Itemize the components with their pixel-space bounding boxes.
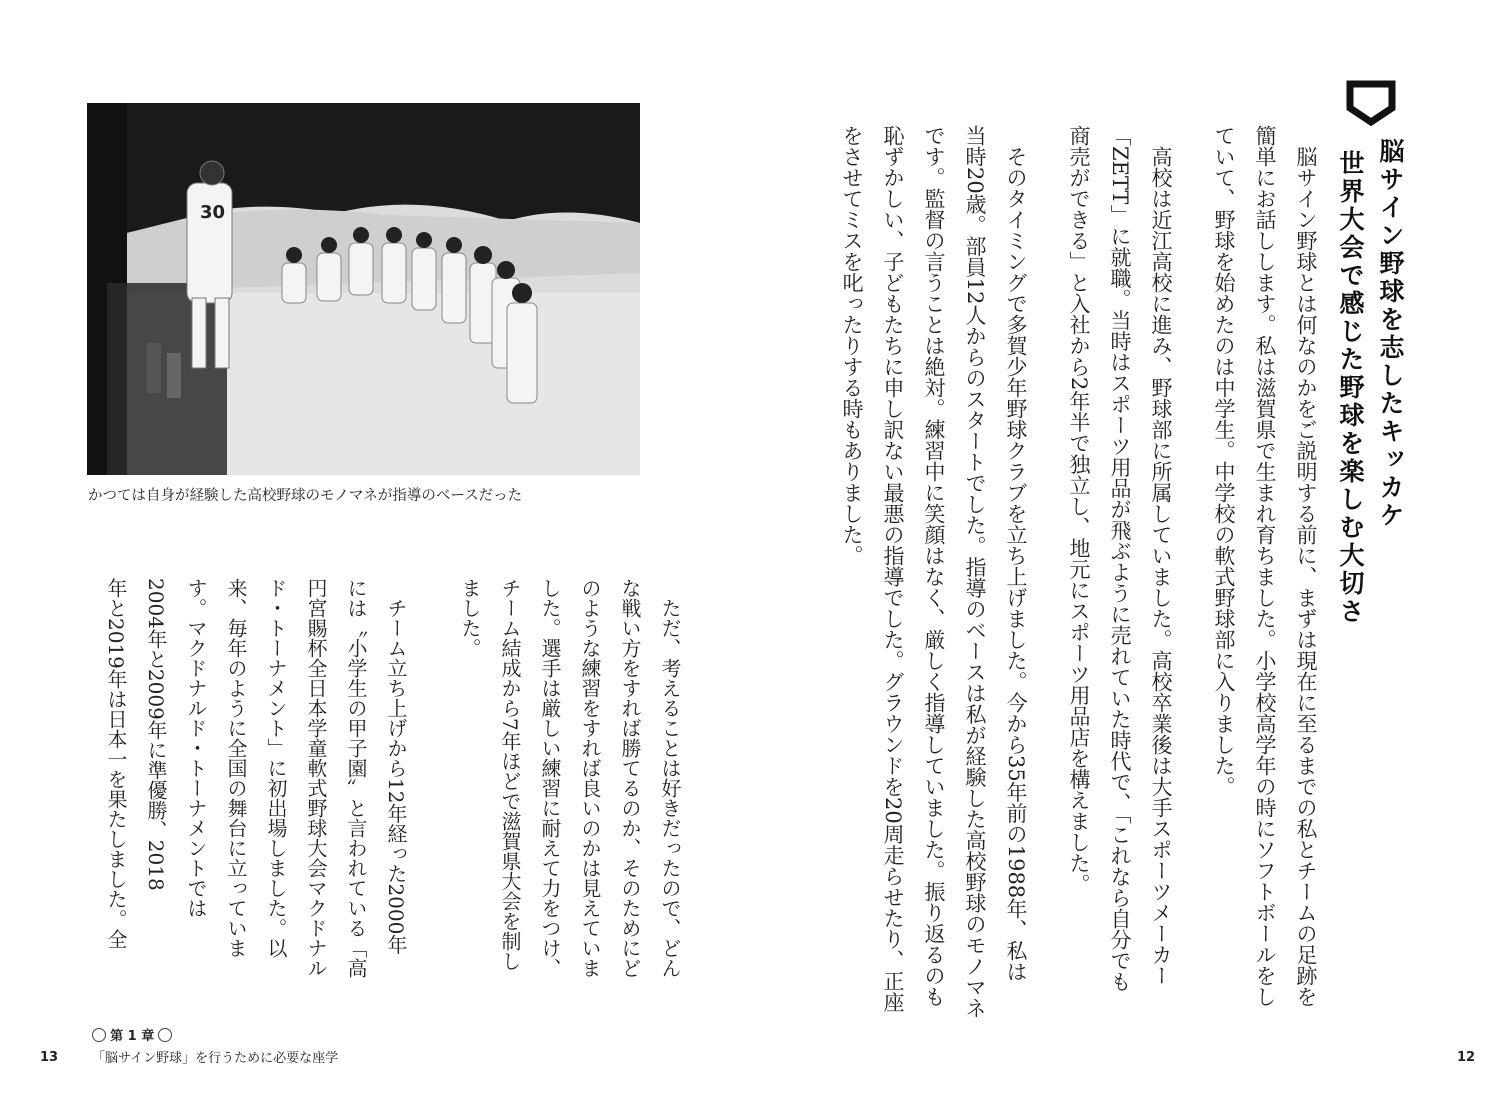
chapter-label: 第 1 章 [110,1029,155,1044]
text-line: な戦い方をすれば勝てるのか、そのためにど [618,578,642,978]
page-number-right: 12 [1457,1050,1476,1065]
text-line: です。監督の言うことは絶対。練習中に笑顔はなく、厳しく指導していました。振り返るのも [922,125,946,1007]
paragraph [831,125,1036,1018]
text-line: には〝小学生の甲子園〟と言われている「高 [344,578,368,978]
text-line: 当時20歳。部員12人からのスタートでした。指導のベースは私が経験した高校野球のモノマネ [963,125,987,1019]
baseball-team-kneeling-photo [87,103,640,475]
home-plate-icon [1345,80,1397,126]
baseball-icon [158,1028,172,1042]
right-body-text [809,125,1326,1018]
running-header [92,1026,338,1070]
chapter-label-row [92,1026,338,1048]
photo-caption: かつては自身が経験した高校野球のモノマネが指導のベースだった [88,488,523,504]
left-body-text [62,578,690,978]
baseball-icon [92,1028,106,1042]
text-line: をさせてミスを叱ったりする時もありました。 [840,125,864,566]
team-photo [87,103,640,475]
text-line: チーム立ち上げから12年経った2000年 [384,598,408,955]
text-line: 来、毎年のように全国の舞台に立っていま [224,578,248,958]
text-line: ド・トーナメント」に初出場しました。以 [264,578,288,958]
text-line: 2004年と2009年に準優勝、2018 [144,578,168,891]
text-line: した。選手は厳しい練習に耐えて力をつけ、 [538,578,562,978]
text-line: 年と2019年は日本一を果たしました。全 [104,578,128,949]
text-line: ていて、野球を始めたのは中学生。中学校の軟式野球部に入りました。 [1212,125,1236,797]
text-line: 脳サイン野球とは何なのかをご説明する前に、まずは現在に至るまでの私とチームの足跡を [1294,146,1318,1007]
text-line: のような練習をすれば良いのかは見えていま [578,578,602,978]
paragraph [1203,125,1326,1018]
text-line: 高校は近江高校に進み、野球部に所属していました。高校卒業後は大手スポーツメーカー [1149,146,1173,986]
text-line: 簡単にお話しします。私は滋賀県で生まれ育ちました。小学校高学年の時にソフトボールをし [1253,125,1277,1007]
text-line: ました。 [458,578,482,658]
heading-line-1: 脳サイン野球を志したキッカケ [1376,138,1405,530]
chapter-title: 「脳サイン野球」を行うために必要な座学 [92,1051,339,1066]
paragraph [96,578,416,978]
page-number-left: 13 [40,1050,59,1065]
section-heading [1330,138,1410,626]
text-line: 「ZETT」に就職。当時はスポーツ用品が飛ぶように売れていた時代で、「これなら自分でも [1108,125,1132,992]
text-line: そのタイミングで多賀少年野球クラブを立ち上げました。今から35年前の1988年、私は [1004,146,1028,983]
text-line: 円宮賜杯全日本学童軟式野球大会マクドナル [304,578,328,978]
paragraph [1058,125,1181,1018]
text-line: チーム結成から7年ほどで滋賀県大会を制し [498,578,522,971]
jersey-number: 30 [200,202,226,223]
text-line: す。マクドナルド・トーナメントでは [184,578,208,918]
heading-line-2: 世界大会で感じた野球を楽しむ大切さ [1336,150,1365,626]
text-line: 恥ずかしい、子どもたちに申し訳ない最悪の指導でした。グラウンドを20周走らせたり、正座 [881,125,905,1013]
text-line: ただ、考えることは好きだったので、どん [658,598,682,978]
text-line: 商売ができる」と入社から2年半で独立し、地元にスポーツ用品店を構えました。 [1067,125,1091,895]
paragraph [450,578,690,978]
